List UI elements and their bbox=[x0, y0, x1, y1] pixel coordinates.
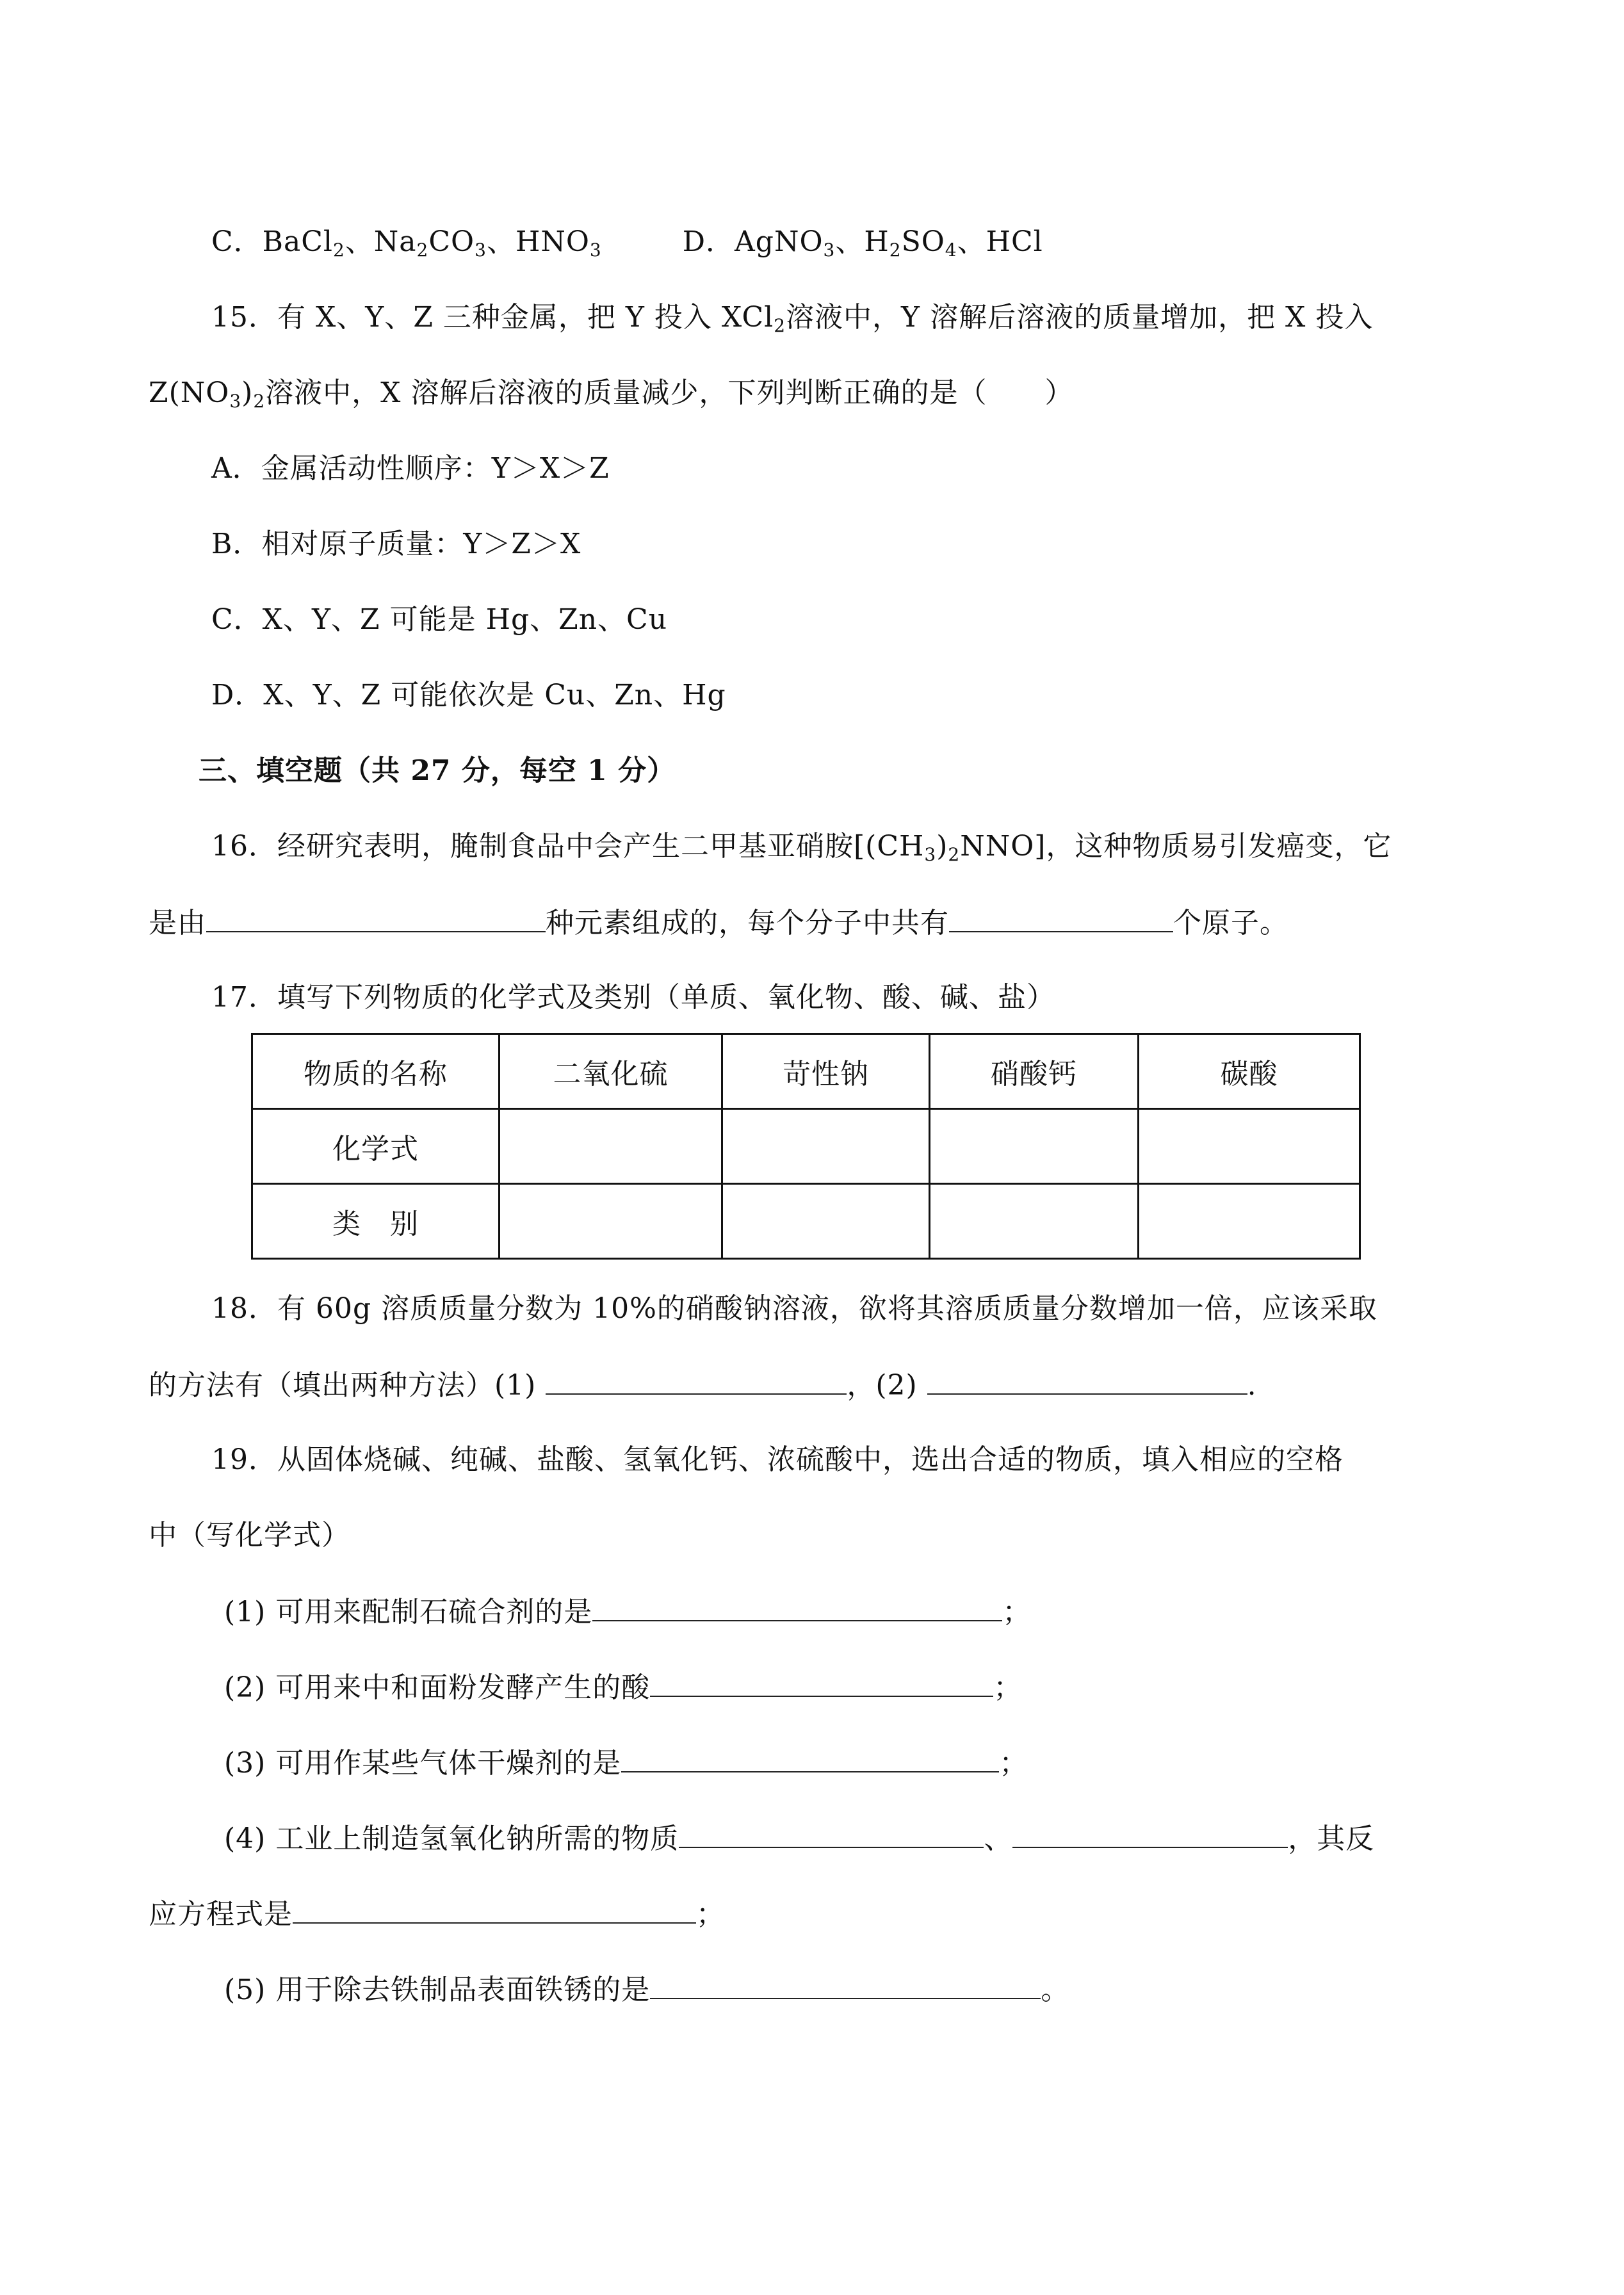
table-header-cell: 苛性钠 bbox=[722, 1034, 930, 1109]
answer-blank[interactable] bbox=[949, 903, 1173, 932]
q19-item-1: (1) 可用来配制石硫合剂的是 ； bbox=[224, 1592, 1031, 1632]
answer-blank[interactable] bbox=[927, 1365, 1247, 1395]
section-heading: 三、填空题（共 27 分，每空 1 分） bbox=[199, 754, 676, 787]
row-label-category: 类 别 bbox=[252, 1184, 499, 1259]
answer-blank[interactable] bbox=[650, 1970, 1041, 1999]
q18-stem-line2: 的方法有（填出两种方法）(1) ，(2) . bbox=[149, 1365, 1257, 1405]
table-header-cell: 硝酸钙 bbox=[930, 1034, 1139, 1109]
q19-item-2: (2) 可用来中和面粉发酵产生的酸 ； bbox=[224, 1667, 1022, 1707]
answer-blank[interactable] bbox=[293, 1894, 696, 1924]
answer-blank[interactable] bbox=[206, 903, 546, 932]
table-header-cell: 二氧化硫 bbox=[499, 1034, 722, 1109]
q19-item-4: (4) 工业上制造氢氧化钠所需的物质 、 ，其反 bbox=[224, 1819, 1374, 1858]
table-row bbox=[252, 1184, 1360, 1259]
q19-item-4-line2: 应方程式是 ； bbox=[149, 1894, 725, 1934]
answer-cell[interactable] bbox=[499, 1109, 722, 1184]
q16-stem-line2: 是由 种元素组成的，每个分子中共有 个原子。 bbox=[149, 903, 1288, 943]
answer-blank[interactable] bbox=[650, 1667, 993, 1697]
answer-cell[interactable] bbox=[1139, 1109, 1360, 1184]
q15-option-a: A．金属活动性顺序：Y＞X＞Z bbox=[211, 452, 610, 485]
answer-blank[interactable] bbox=[679, 1819, 984, 1848]
answer-cell[interactable] bbox=[1139, 1184, 1360, 1259]
q19-item-3: (3) 可用作某些气体干燥剂的是 ； bbox=[224, 1743, 1028, 1783]
q19-item-5: (5) 用于除去铁制品表面铁锈的是 。 bbox=[224, 1970, 1069, 2009]
q14-options-cd bbox=[211, 223, 1043, 261]
answer-cell[interactable] bbox=[722, 1109, 930, 1184]
q19-stem-line2: 中（写化学式） bbox=[149, 1519, 350, 1552]
q19-stem-line1: 19．从固体烧碱、纯碱、盐酸、氢氧化钙、浓硫酸中，选出合适的物质，填入相应的空格 bbox=[211, 1443, 1344, 1476]
answer-blank[interactable] bbox=[1012, 1819, 1288, 1848]
q14-option-c: C．BaCl$_2$、$Na_2CO_3$、$HNO_3$ bbox=[211, 225, 602, 261]
q18-stem-line1: 18．有 60g 溶质质量分数为 10%的硝酸钠溶液，欲将其溶质质量分数增加一倍，应该采取 bbox=[211, 1292, 1377, 1325]
table-row bbox=[252, 1109, 1360, 1184]
q15-stem-line2: $Z(NO_3)_2$溶液中，X 溶解后溶液的质量减少，下列判断正确的是（ ） bbox=[149, 377, 1074, 412]
answer-blank[interactable] bbox=[592, 1592, 1002, 1621]
q17-stem: 17．填写下列物质的化学式及类别（单质、氧化物、酸、碱、盐） bbox=[211, 981, 1055, 1014]
q16-stem-line1: 16．经研究表明，腌制食品中会产生二甲基亚硝胺$[(CH_3)_2NNO]$，这种物质易引发癌变，它 bbox=[211, 830, 1392, 865]
row-label-formula: 化学式 bbox=[252, 1109, 499, 1184]
answer-cell[interactable] bbox=[722, 1184, 930, 1259]
q14-option-d: D．AgNO$_3$、$H_2SO_4$、HCl bbox=[682, 225, 1043, 261]
answer-cell[interactable] bbox=[930, 1109, 1139, 1184]
table-header-cell: 物质的名称 bbox=[252, 1034, 499, 1109]
q17-table bbox=[251, 1033, 1361, 1260]
answer-blank[interactable] bbox=[621, 1743, 999, 1772]
table-header-cell: 碳酸 bbox=[1139, 1034, 1360, 1109]
answer-blank[interactable] bbox=[546, 1365, 847, 1395]
q15-option-c: C．X、Y、Z 可能是 Hg、Zn、Cu bbox=[211, 603, 668, 636]
q15-option-b: B．相对原子质量：Y＞Z＞X bbox=[211, 528, 581, 560]
q15-option-d: D．X、Y、Z 可能依次是 Cu、Zn、Hg bbox=[211, 679, 726, 711]
q15-stem-line1: 15．有 X、Y、Z 三种金属，把 Y 投入 XCl$_2$溶液中，Y 溶解后溶液的质量增加，把 X 投入 bbox=[211, 301, 1374, 336]
answer-cell[interactable] bbox=[930, 1184, 1139, 1259]
table-header-row bbox=[252, 1034, 1360, 1109]
answer-cell[interactable] bbox=[499, 1184, 722, 1259]
